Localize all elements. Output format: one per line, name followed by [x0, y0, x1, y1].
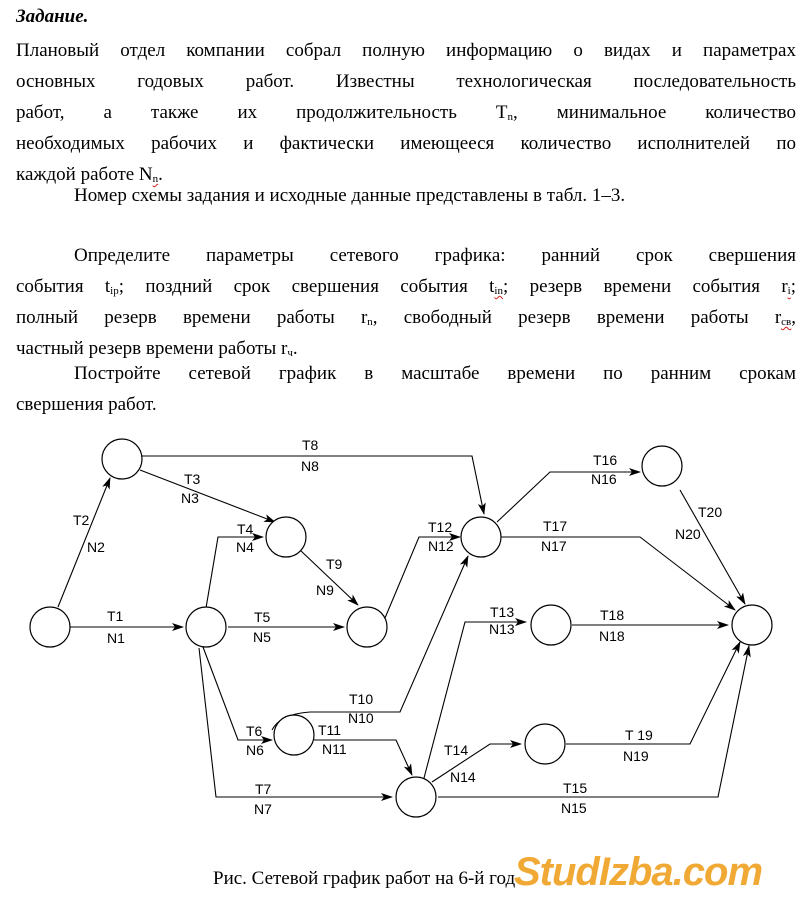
label-n9: N9	[316, 582, 334, 598]
p3-l2-sub3: i	[787, 285, 791, 297]
label-n6: N6	[246, 742, 264, 758]
label-n7: N7	[254, 801, 272, 817]
label-n4: N4	[236, 539, 254, 555]
label-n15: N15	[561, 800, 587, 816]
edge-t16	[497, 472, 640, 522]
p1-line3-a: работ, а также их продолжительность T	[16, 102, 508, 123]
label-n5: N5	[253, 629, 271, 645]
label-t11: T11	[318, 722, 342, 738]
label-t8: T8	[302, 437, 319, 453]
event-node-3	[186, 607, 226, 647]
event-node-2	[102, 439, 142, 479]
label-t3: T3	[184, 471, 201, 487]
p1-line5-a: каждой работе N	[16, 164, 153, 185]
edge-t13	[424, 622, 526, 778]
p3-l3-b: , свободный резерв времени работы r	[372, 307, 782, 328]
event-node-10	[525, 724, 565, 764]
event-node-1	[30, 607, 70, 647]
label-n13: N13	[489, 621, 515, 637]
label-t16: T16	[593, 452, 618, 468]
p1-line5-sub: n	[152, 173, 159, 185]
label-t12: T12	[428, 519, 453, 535]
label-n16: N16	[591, 471, 617, 487]
label-n17: N17	[541, 538, 567, 554]
edge-t4	[206, 537, 263, 608]
figure-caption: Рис. Сетевой график работ на 6-й год	[213, 868, 516, 889]
p3-l3-c: ,	[791, 307, 796, 328]
label-t20: T20	[698, 504, 723, 520]
label-n20: N20	[675, 526, 701, 542]
label-n3: N3	[181, 490, 199, 506]
label-t7: T7	[255, 781, 272, 797]
label-t19: T 19	[625, 727, 653, 743]
label-t13: T13	[490, 604, 515, 620]
p3-l3-sub1: n	[367, 316, 373, 328]
event-node-8	[461, 517, 501, 557]
label-n18: N18	[599, 628, 625, 644]
p3-l3-sub2: св	[781, 316, 792, 328]
label-t10: T10	[349, 691, 374, 707]
p4-line-2: свершения работ.	[16, 394, 157, 415]
edge-t17	[500, 537, 735, 610]
p3-l2-a: события t	[16, 276, 111, 297]
edge-t19	[566, 642, 740, 744]
p3-l2-c: ; резерв времени события r	[502, 276, 788, 297]
label-t17: T17	[543, 518, 568, 534]
event-node-11	[642, 446, 682, 486]
p3-l2-b: ; поздний срок свершения события t	[118, 276, 495, 297]
label-t5: T5	[254, 609, 271, 625]
label-n10: N10	[348, 710, 374, 726]
event-node-12	[732, 605, 772, 645]
label-n8: N8	[301, 458, 319, 474]
p3-l4-a: частный резерв времени работы r	[16, 338, 288, 359]
p1-line5-b: .	[158, 164, 163, 185]
watermark-logo: StudIzba.com	[514, 850, 763, 894]
label-n1: N1	[107, 630, 125, 646]
p4-line-1: Постройте сетевой график в масштабе времени по ранним срокам	[74, 363, 796, 384]
p1-line3-sub: n	[507, 111, 513, 123]
task-heading: Задание.	[16, 6, 89, 27]
label-n12: N12	[428, 538, 454, 554]
p3-line-1: Определите параметры сетевого графика: ранний срок свершения	[74, 245, 796, 266]
event-node-6	[274, 715, 314, 755]
p3-l2-sub2: in	[494, 285, 503, 297]
p1-line-1: Плановый отдел компании собрал полную информацию о видах и параметрах	[16, 40, 796, 61]
p3-l2-sub1: ip	[110, 285, 119, 297]
label-t4: T4	[237, 521, 254, 537]
p3-l2-d: ;	[790, 276, 796, 297]
event-node-7	[396, 777, 436, 817]
edge-t3	[140, 470, 275, 522]
label-n11: N11	[322, 741, 347, 757]
paragraph-2: Номер схемы задания и исходные данные представлены в табл. 1–3.	[74, 185, 626, 206]
edge-t15	[438, 646, 749, 797]
p1-line-2: основных годовых работ. Известны технологическая последовательность	[16, 71, 796, 92]
label-t6: T6	[246, 723, 263, 739]
p1-line3-b: , минимальное количество	[513, 102, 796, 123]
p1-line-4: необходимых рабочих и фактически имеющееся количество исполнителей по	[16, 133, 796, 154]
label-n19: N19	[623, 748, 649, 764]
p3-l4-sub: ч	[287, 347, 293, 359]
event-node-4	[266, 517, 306, 557]
label-t9: T9	[326, 556, 343, 572]
label-t15: T15	[563, 780, 588, 796]
label-n2: N2	[87, 539, 105, 555]
event-node-5	[347, 607, 387, 647]
label-t14: T14	[444, 742, 469, 758]
p3-l3-a: полный резерв времени работы r	[16, 307, 368, 328]
label-t18: T18	[600, 607, 625, 623]
event-node-9	[531, 605, 571, 645]
label-n14: N14	[450, 769, 476, 785]
p3-l4-b: .	[292, 338, 298, 359]
label-t2: T2	[73, 512, 90, 528]
label-t1: T1	[107, 608, 124, 624]
